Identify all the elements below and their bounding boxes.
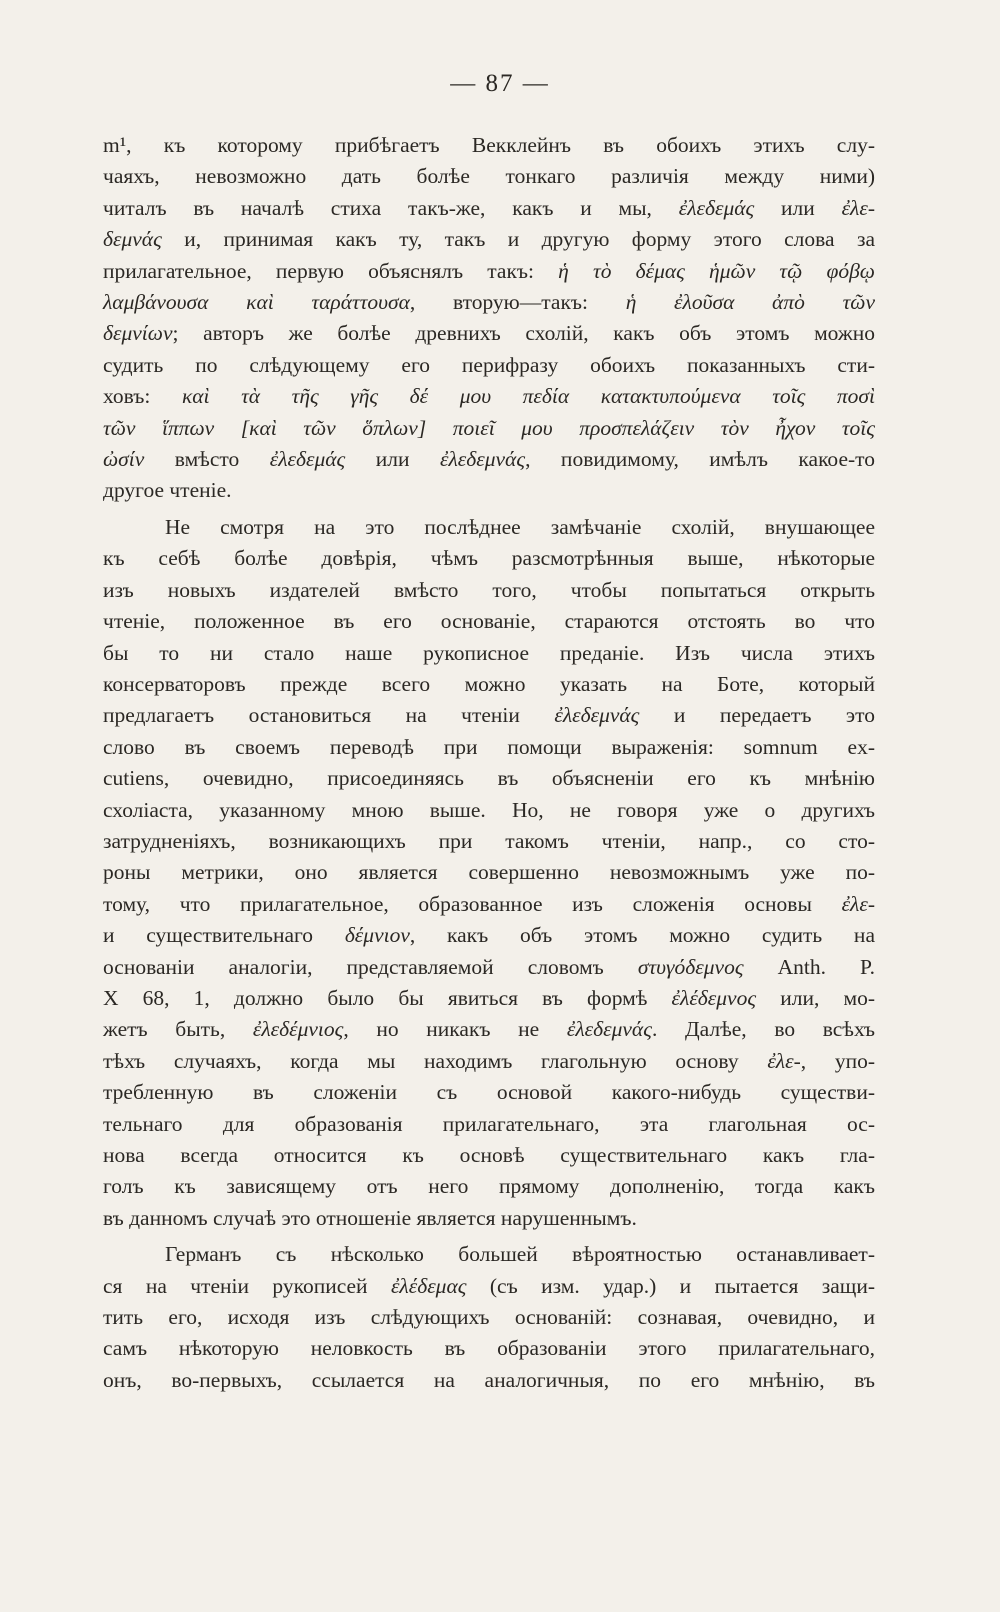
text-line: жетъ быть, ἐλεδέμνιος, но никакъ не ἐλεδεμνάς. Далѣе, во всѣхъ	[103, 1017, 876, 1042]
greek-text: ἐλε	[841, 891, 868, 916]
text-line: другое чтеніе.	[103, 478, 232, 503]
greek-text: τῶν ἵππων [καὶ τῶν ὅπλων] ποιεῖ μου προσπελάζειν τὸν ἦχον τοῖς	[103, 415, 875, 440]
text-line: тому, что прилагательное, образованное изъ сложенія основы ἐλε-	[103, 891, 875, 916]
text-line: къ себѣ болѣе довѣрія, чѣмъ разсмотрѣнныя выше, нѣкоторые	[103, 546, 875, 571]
paragraph-2	[103, 512, 875, 1234]
greek-text: ἐλέδεμας	[390, 1273, 467, 1298]
body-text	[103, 130, 875, 1396]
text-line: ὠσίν вмѣсто ἐλεδεμάς или ἐλεδεμνάς, повидимому, имѣлъ какое-то	[103, 447, 876, 472]
greek-text: καὶ τὰ τῆς γῆς δέ μου πεδία κατακτυπούμενα τοῖς ποσὶ	[181, 384, 875, 409]
text-line: m¹, къ которому прибѣгаетъ Векклейнъ въ обоихъ этихъ слу-	[103, 133, 875, 157]
greek-text: ὠσίν	[103, 447, 145, 472]
text-line: читалъ въ началѣ стиха такъ-же, какъ и мы, ἐλεδεμάς или ἐλε-	[103, 195, 875, 220]
text-line: тить его, исходя изъ слѣдующихъ основаній: сознавая, очевидно, и	[103, 1305, 875, 1330]
text-line: судить по слѣдующему его перифразу обоихъ показанныхъ сти-	[103, 352, 875, 377]
greek-text: ἡ τὸ δέμας ἡμῶν τῷ φόβῳ	[558, 258, 875, 283]
page-number: — 87 —	[450, 70, 550, 97]
text-line: бы то ни стало наше рукописное преданіе. Изъ числа этихъ	[103, 640, 875, 665]
greek-text: ἐλεδέμνιος	[252, 1017, 344, 1042]
greek-text: ἡ ἐλοῦσα ἀπὸ τῶν	[625, 290, 875, 315]
text-line: прилагательное, первую объяснялъ такъ: ἡ τὸ δέμας ἡμῶν τῷ φόβῳ	[103, 258, 875, 283]
text-line: требленную въ сложеніи съ основой какого-нибудь существи-	[103, 1080, 875, 1105]
text-line: роны метрики, оно является совершенно невозможнымъ уже по-	[103, 860, 875, 885]
text-line: δεμνίων; авторъ же болѣе древнихъ схолій, какъ объ этомъ можно	[103, 321, 875, 346]
text-line: Не смотря на это послѣднее замѣчаніе схолій, внушающее	[165, 514, 875, 539]
text-line: cutiens, очевидно, присоединяясь въ объясненіи его къ мнѣнію	[103, 766, 875, 791]
text-line: въ данномъ случаѣ это отношеніе является нарушеннымъ.	[103, 1205, 637, 1230]
greek-text: στυγόδεμνος	[637, 954, 744, 979]
text-line: λαμβάνουσα καὶ ταράττουσα, вторую—такъ: ἡ ἐλοῦσα ἀπὸ τῶν	[103, 290, 875, 315]
greek-text: ἐλεδεμνάς	[440, 447, 526, 472]
text-line: нова всегда относится къ основѣ существительнаго какъ гла-	[103, 1143, 875, 1167]
text-line: δεμνάς и, принимая какъ ту, такъ и другую форму этого слова за	[103, 227, 875, 252]
text-line: тельнаго для образованія прилагательнаго, эта глагольная ос-	[103, 1111, 875, 1136]
text-line: предлагаетъ остановиться на чтеніи ἐλεδεμνάς и передаетъ это	[103, 703, 875, 728]
greek-text: ἐλεδεμάς	[678, 195, 755, 220]
greek-text: δεμνάς	[103, 227, 162, 252]
greek-text: ἐλεδεμνάς	[566, 1017, 652, 1042]
text-line: и существительнаго δέμνιον, какъ объ этомъ можно судить на	[103, 923, 875, 948]
text-line: консерваторовъ прежде всего можно указать на Боте, который	[103, 671, 875, 696]
text-line: схоліаста, указанному мною выше. Но, не говоря уже о другихъ	[103, 797, 875, 822]
greek-text: ἐλεδεμάς	[269, 447, 346, 472]
text-line: голъ къ зависящему отъ него прямому дополненію, тогда какъ	[103, 1174, 875, 1199]
text-line: слово въ своемъ переводѣ при помощи выраженія: somnum ex-	[103, 734, 875, 759]
greek-text: δεμνίων	[103, 321, 173, 346]
greek-text: ἐλε	[767, 1048, 794, 1073]
text-line: онъ, во-первыхъ, ссылается на аналогичныя, по его мнѣнію, въ	[103, 1367, 875, 1392]
paragraph-1	[103, 130, 875, 507]
greek-text: λαμβάνουσα καὶ ταράττουσα	[103, 290, 410, 315]
paragraph-3	[103, 1239, 875, 1396]
greek-text: δέμνιον	[344, 923, 410, 948]
text-line: ся на чтеніи рукописей ἐλέδεμας (съ изм. удар.) и пытается защи-	[103, 1273, 875, 1298]
text-line: чаяхъ, невозможно дать болѣе тонкаго различія между ними)	[103, 164, 875, 189]
greek-text: ἐλεδεμνάς	[554, 703, 640, 728]
text-line: тѣхъ случаяхъ, когда мы находимъ глагольную основу ἐλε-, упо-	[103, 1048, 875, 1073]
text-line: чтеніе, положенное въ его основаніе, стараются отстоять во что	[103, 609, 875, 634]
text-line: основаніи аналогіи, представляемой словомъ στυγόδεμνος Anth. P.	[103, 954, 876, 979]
text-line: X 68, 1, должно было бы явиться въ формѣ ἐλέδεμνος или, мо-	[103, 985, 875, 1010]
text-line	[103, 413, 875, 444]
text-line: изъ новыхъ издателей вмѣсто того, чтобы попытаться открыть	[103, 577, 875, 602]
greek-text: ἐλέδεμνος	[671, 985, 757, 1010]
text-line: ховъ: καὶ τὰ τῆς γῆς δέ μου πεδία κατακτυπούμενα τοῖς ποσὶ	[103, 384, 875, 409]
greek-text: ἐλε	[841, 195, 868, 220]
text-line: затрудненіяхъ, возникающихъ при такомъ чтеніи, напр., со сто-	[103, 828, 875, 853]
text-line: Германъ съ нѣсколько большей вѣроятностью останавливает-	[165, 1242, 875, 1267]
text-line: самъ нѣкоторую неловкость въ образованіи этого прилагательнаго,	[103, 1336, 875, 1361]
